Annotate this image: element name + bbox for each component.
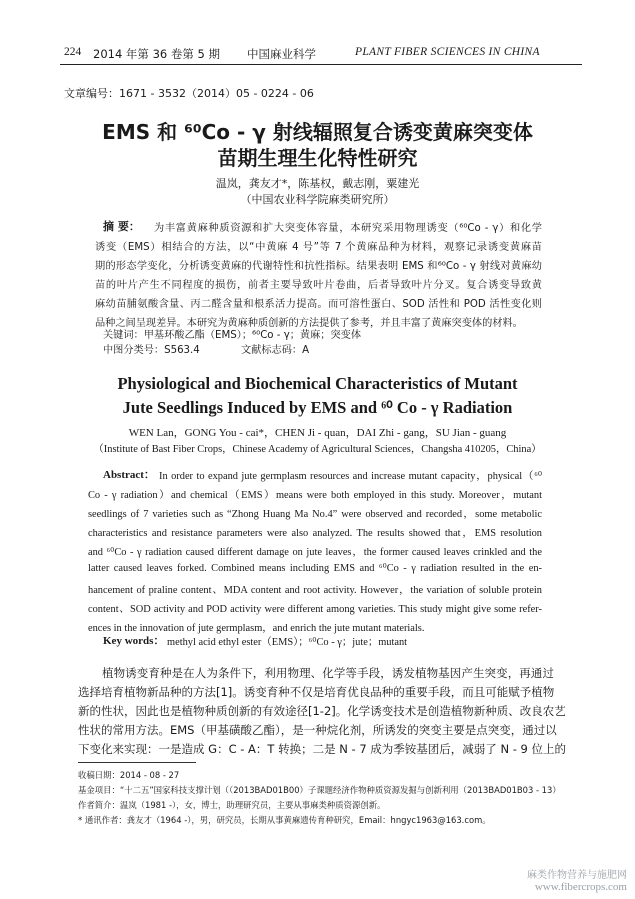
abstract-en-line: ences in the innovation of jute germplasm，and enrich the jute mutant materials.	[88, 623, 425, 634]
body-line: 性状的常用方法。EMS（甲基磺酸乙酯），是一种烷化剂，所诱发的突变主要是点突变，通过以	[78, 723, 557, 737]
watermark-url: www.fibercrops.com	[534, 881, 627, 893]
abstract-en-line: hancement of praline content、MDA content and root activity. However，the variation of soluble protein	[88, 585, 542, 596]
abstract-cn-line: 品种之间呈现差异。本研究为黄麻种质创新的方法提供了参考，并且丰富了黄麻突变体的材料。	[95, 318, 523, 329]
footnote-rule	[78, 762, 196, 763]
affiliation-en: （Institute of Bast Fiber Crops，Chinese Academy of Agricultural Sciences，Changsha 410205，China）	[93, 444, 542, 455]
abstract-en-line: content、SOD activity and POD activity were different among varieties. This study might give some refer-	[88, 604, 542, 615]
abstract-en-line: seedlings of 7 varieties such as “Zhong Huang Ma No.4” were observed and recorded，some metabolic	[88, 509, 542, 520]
title-en-line1: Physiological and Biochemical Characteristics of Mutant	[117, 374, 518, 393]
authors-cn: 温岚，龚友才*，陈基权，戴志刚，粟建光	[215, 177, 420, 190]
watermark-site-name: 麻类作物营养与施肥网	[527, 870, 627, 881]
abstract-cn-line: 麻幼苗脯氨酸含量、丙二醛含量和根系活力提高。而可溶性蛋白、SOD 活性和 POD 活性变化则	[95, 299, 542, 310]
title-en-line2: Jute Seedlings Induced by EMS and ⁶⁰ Co - γ Radiation	[122, 398, 513, 417]
journal-name-en: PLANT FIBER SCIENCES IN CHINA	[355, 46, 540, 58]
abstract-cn-line: 期的形态学变化，分析诱变黄麻的代谢特性和抗性指标。结果表明 EMS 和⁶⁰Co - γ 射线对黄麻幼	[95, 261, 542, 272]
abstract-cn-line: 诱变（EMS）相结合的方法，以“中黄麻 4 号”等 7 个黄麻品种为材料，观察记录诱变黄麻苗	[95, 242, 542, 253]
footnote-funding: 基金项目：“十二五”国家科技支撑计划（（2013BAD01B00）子课题经济作物种质资源发掘与创新利用（2013BAD01B03 - 13）	[78, 785, 561, 795]
document-code: 文献标志码：A	[241, 345, 310, 356]
abstract-en-line: In order to expand jute germplasm resources and increase mutant capacity，physical（⁶⁰	[159, 471, 542, 482]
body-line: 植物诱变育种是在人为条件下，利用物理、化学等手段，诱发植物基因产生突变，再通过	[102, 666, 554, 680]
affiliation-cn: （中国农业科学院麻类研究所）	[240, 193, 395, 206]
keywords-en: methyl acid ethyl ester（EMS）；⁶⁰Co - γ；jute；mutant	[167, 637, 408, 648]
footnote-author-bio: 作者简介：温岚（1981 -），女，博士，助理研究员，主要从事麻类种质资源创新。	[78, 800, 386, 810]
keywords-en-label: Key words：	[103, 635, 165, 647]
title-cn-line2: 苗期生理生化特性研究	[217, 146, 418, 170]
body-line: 新的性状，因此也是植物种质创新的有效途径[1-2]。化学诱变技术是创造植物新种质、改良农艺	[78, 704, 566, 718]
abstract-en-line: and ⁶⁰Co - γ radiation caused different damage on jute leaves，the former caused leaves crinkled and the	[88, 547, 542, 558]
body-line: 选择培育植物新品种的方法[1]。诱变育种不仅是培育优良品种的重要手段，而且可能赋予植物	[78, 685, 555, 699]
abstract-en-line: latter caused leaves forked. Combined means including EMS and ⁶⁰Co - γ radiation resulted in the en-	[88, 563, 542, 574]
footnote-corresponding: * 通讯作者：龚友才（1964 -），男，研究员，长期从事黄麻遗传育种研究，Email：hngyc1963@163.com。	[78, 815, 491, 825]
title-cn-line1: EMS 和 ⁶⁰Co - γ 射线辐照复合诱变黄麻突变体	[102, 120, 533, 144]
abstract-en-line: characteristics and resistance parameters were also analyzed. The results showed that，EMS resolution	[88, 528, 542, 539]
journal-issue: 2014 年第 36 卷第 5 期	[93, 47, 220, 61]
article-number: 文章编号：1671 - 3532（2014）05 - 0224 - 06	[64, 87, 314, 100]
body-line: 下变化来实现：一是造成 G：C - A：T 转换；二是 N - 7 成为季铵基团后，减弱了 N - 9 位上的	[78, 742, 566, 756]
journal-name-cn: 中国麻业科学	[247, 47, 316, 61]
abstract-cn-label: 摘 要：	[103, 220, 140, 233]
header-rule	[60, 64, 582, 65]
abstract-en-label: Abstract：	[103, 469, 155, 481]
abstract-en-line: Co - γ radiation）and chemical（EMS）means were both employed in this study. Moreover，mutant	[88, 490, 542, 501]
page-number: 224	[64, 46, 82, 58]
keywords-cn: 关键词：甲基环酸乙酯（EMS）；⁶⁰Co - γ；黄麻；突变体	[103, 330, 362, 341]
abstract-cn-line: 苗的叶片产生不同程度的损伤，前者主要导致叶片卷曲，后者导致叶片分叉。复合诱变导致黄	[95, 280, 542, 291]
abstract-cn-line: 为丰富黄麻种质资源和扩大突变体容量，本研究采用物理诱变（⁶⁰Co - γ）和化学	[154, 223, 542, 234]
clc-number: 中图分类号：S563.4	[103, 345, 200, 356]
footnote-received: 收稿日期：2014 - 08 - 27	[78, 770, 180, 780]
authors-en: WEN Lan，GONG You - cai*，CHEN Ji - quan，DAI Zhi - gang，SU Jian - guang	[128, 427, 507, 439]
